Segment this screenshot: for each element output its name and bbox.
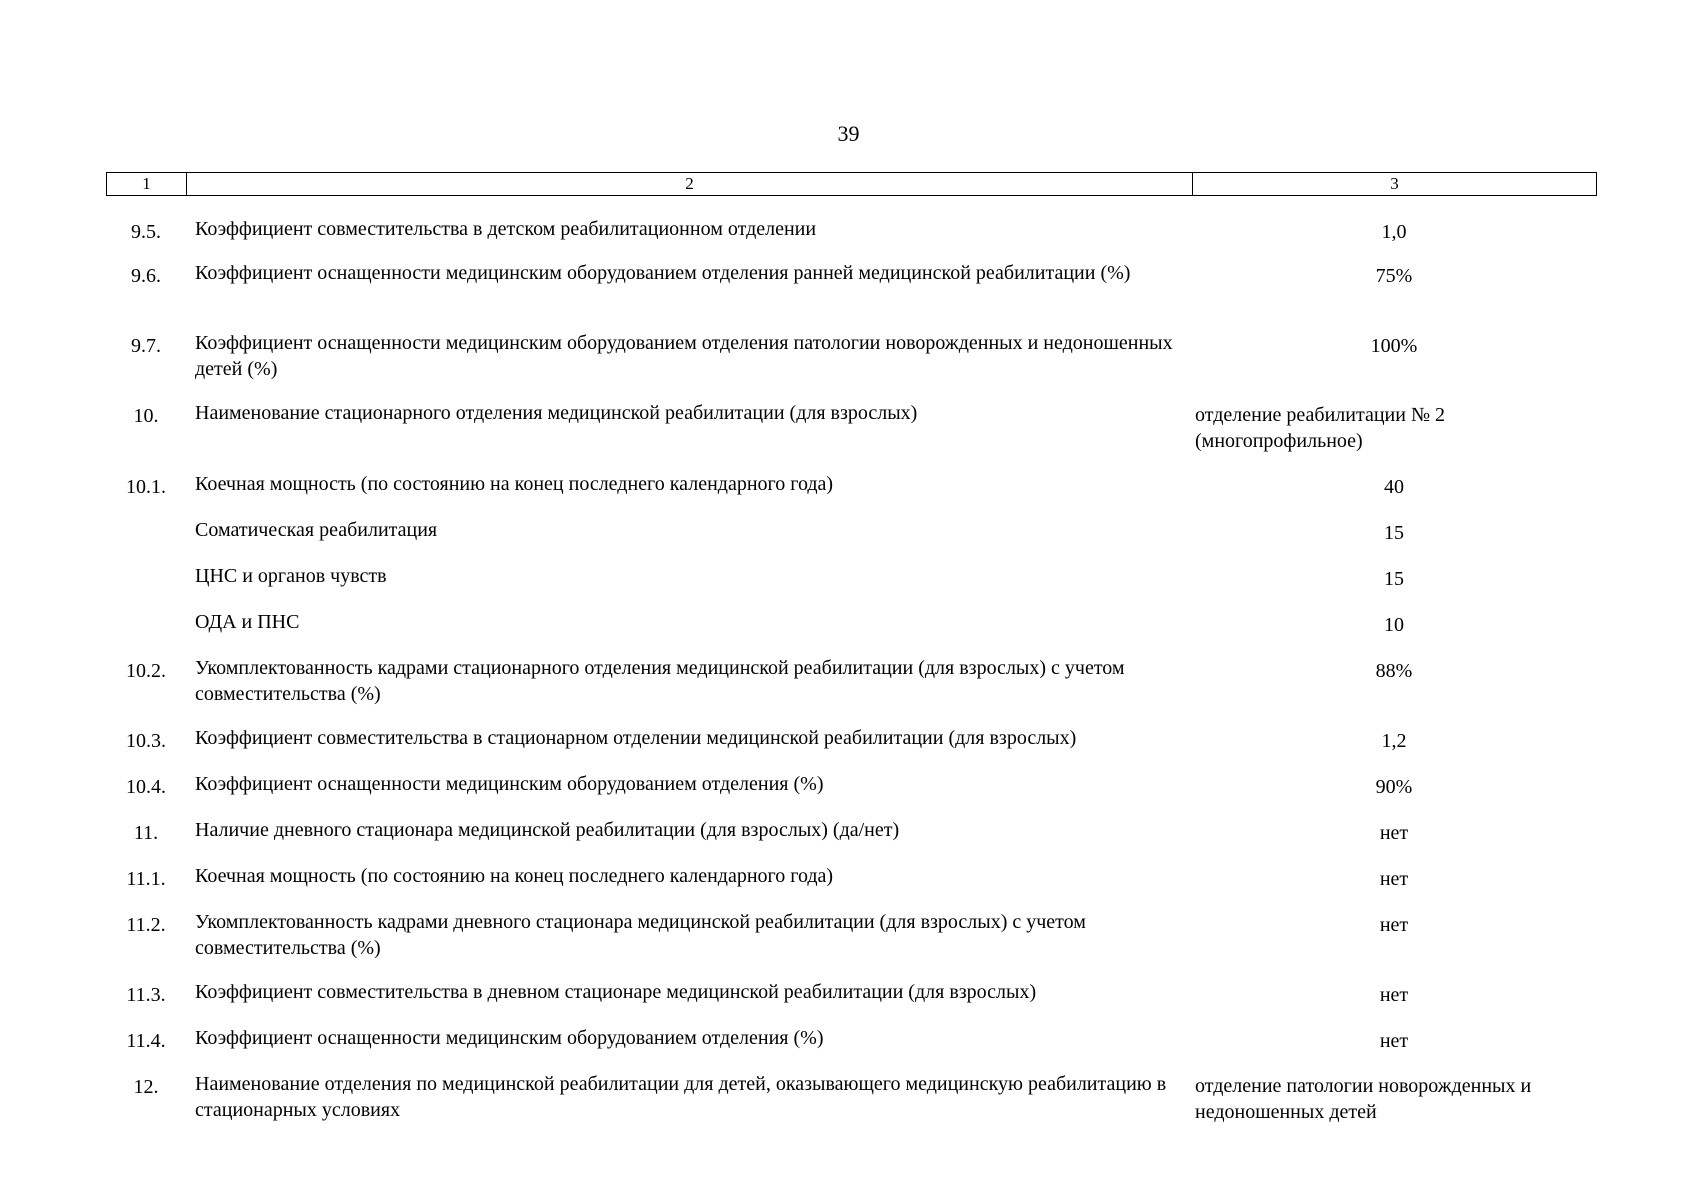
row-description: Коэффициент оснащенности медицинским оборудованием отделения ранней медицинской реабилитации (%) — [195, 262, 1131, 284]
row-value: нет — [1379, 868, 1409, 890]
row-number: 10.1. — [126, 476, 166, 498]
row-description: Коэффициент совместительства в стационарном отделении медицинской реабилитации (для взрослых) — [195, 727, 1077, 749]
page-number: 39 — [837, 121, 860, 146]
row-value: 90% — [1375, 776, 1413, 798]
column-header-2: 2 — [187, 173, 1193, 196]
row-description: Коэффициент оснащенности медицинским оборудованием отделения патологии новорожденных и недоношенных детей (%) — [195, 332, 1173, 380]
row-number: 9.7. — [131, 335, 161, 357]
row-number: 11.3. — [126, 984, 166, 1006]
row-description: Наименование отделения по медицинской реабилитации для детей, оказывающего медицинскую реабилитацию в стационарных условиях — [195, 1073, 1167, 1121]
row-number: 9.6. — [131, 265, 161, 287]
row-value: 40 — [1384, 476, 1404, 498]
row-description: ОДА и ПНС — [195, 611, 300, 633]
row-value: 1,0 — [1381, 221, 1407, 243]
row-value: нет — [1379, 822, 1409, 844]
row-description: Коечная мощность (по состоянию на конец последнего календарного года) — [195, 473, 834, 495]
row-description: Наименование стационарного отделения медицинской реабилитации (для взрослых) — [195, 402, 918, 424]
row-number: 10.2. — [126, 660, 166, 682]
row-number: 10.4. — [126, 776, 166, 798]
row-description: Укомплектованность кадрами дневного стационара медицинской реабилитации (для взрослых) с учетом совместительства (%) — [195, 911, 1086, 959]
row-value: 15 — [1384, 568, 1404, 590]
row-number: 11. — [133, 822, 159, 844]
column-header-3: 3 — [1193, 173, 1597, 196]
row-value: нет — [1379, 914, 1409, 936]
row-value: 1,2 — [1381, 730, 1407, 752]
row-description: Коэффициент совместительства в дневном стационаре медицинской реабилитации (для взрослых) — [195, 981, 1037, 1003]
row-value: отделение патологии новорожденных и недоношенных детей — [1195, 1075, 1532, 1123]
row-number: 11.1. — [126, 868, 166, 890]
row-description: Соматическая реабилитация — [195, 519, 438, 541]
row-value: отделение реабилитации № 2 (многопрофильное) — [1195, 404, 1446, 452]
column-header-table — [106, 172, 1597, 196]
row-value: нет — [1379, 1030, 1409, 1052]
row-description: Наличие дневного стационара медицинской реабилитации (для взрослых) (да/нет) — [195, 819, 900, 841]
row-number: 10.3. — [126, 730, 166, 752]
row-value: 75% — [1375, 265, 1413, 287]
row-number: 11.2. — [126, 914, 166, 936]
column-header-1: 1 — [107, 173, 187, 196]
row-description: Коэффициент оснащенности медицинским оборудованием отделения (%) — [195, 1027, 824, 1049]
row-number: 12. — [133, 1076, 159, 1098]
row-value: 100% — [1370, 335, 1418, 357]
row-number: 10. — [133, 405, 159, 427]
row-description: Укомплектованность кадрами стационарного отделения медицинской реабилитации (для взрослых) с учетом совместительства (%) — [195, 657, 1125, 705]
row-description: Коэффициент оснащенности медицинским оборудованием отделения (%) — [195, 773, 824, 795]
row-description: Коечная мощность (по состоянию на конец последнего календарного года) — [195, 865, 834, 887]
row-description: ЦНС и органов чувств — [195, 565, 387, 587]
row-value: 15 — [1384, 522, 1404, 544]
row-value: 10 — [1384, 614, 1404, 636]
row-description: Коэффициент совместительства в детском реабилитационном отделении — [195, 218, 817, 240]
row-value: 88% — [1375, 660, 1413, 682]
row-number: 9.5. — [131, 221, 161, 243]
row-number: 11.4. — [126, 1030, 166, 1052]
row-value: нет — [1379, 984, 1409, 1006]
